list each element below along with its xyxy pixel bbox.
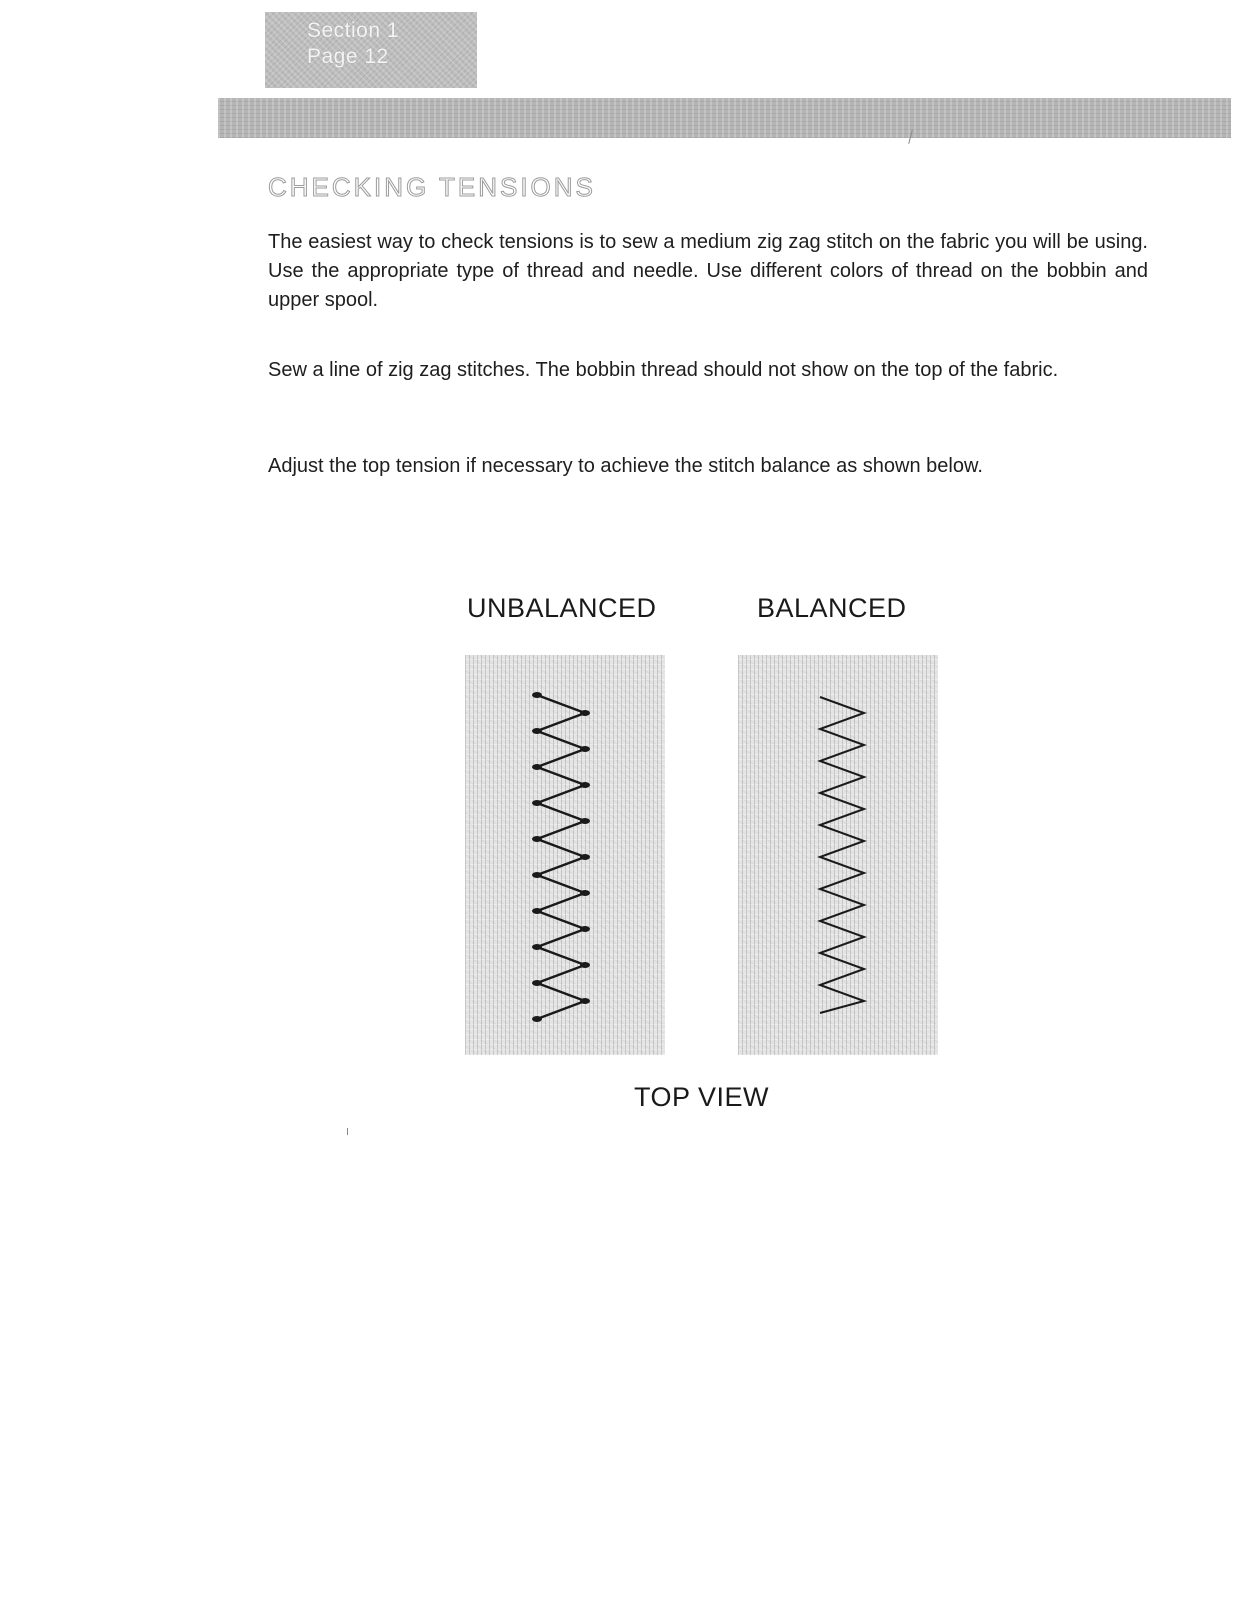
paragraph-1: The easiest way to check tensions is to sew a medium zig zag stitch on the fabric you will be using. Use the appropriate type of thread and needle. Use different colors of thread on the bobbin and upper spool.	[268, 231, 1148, 311]
section-tab	[265, 12, 477, 88]
top-view-caption: TOP VIEW	[634, 1082, 770, 1112]
bobbin-thread-knots	[532, 692, 590, 1022]
page-heading: CHECKING TENSIONS	[268, 172, 596, 202]
paragraph-3: Adjust the top tension if necessary to achieve the stitch balance as shown below.	[268, 455, 983, 477]
balanced-zigzag-stitch	[820, 697, 864, 1013]
unbalanced-fabric-swatch	[465, 655, 665, 1055]
paragraph-2: Sew a line of zig zag stitches. The bobbin thread should not show on the top of the fabric.	[268, 359, 1059, 381]
section-label: Section 1	[307, 19, 400, 42]
scan-mark	[347, 1128, 348, 1135]
balanced-fabric-swatch	[738, 655, 938, 1055]
page-label: Page 12	[307, 45, 389, 68]
unbalanced-label: UNBALANCED	[467, 593, 657, 623]
header-band	[218, 98, 1231, 138]
unbalanced-stitch-illustration	[465, 655, 665, 1055]
unbalanced-zigzag-stitch	[537, 695, 585, 1019]
balanced-label: BALANCED	[757, 593, 907, 623]
balanced-stitch-illustration	[738, 655, 938, 1055]
